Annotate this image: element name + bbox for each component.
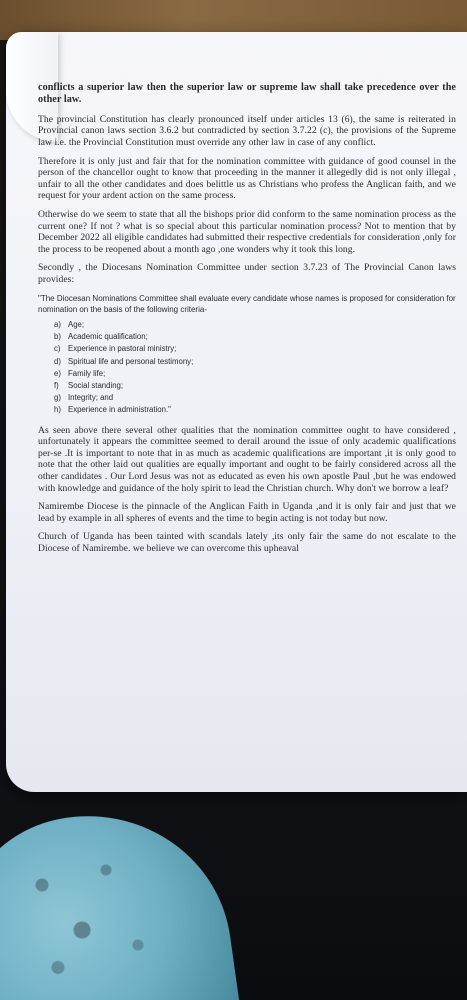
paragraph-church-of-uganda: Church of Uganda has been tainted with scandals lately ,its only fair the same do not escalate to the Diocese of Namirembe. we believe we can overcome this upheaval xyxy=(38,531,456,554)
document-body xyxy=(38,82,456,562)
paragraph-other-qualities: As seen above there several other qualities that the nomination committee ought to have considered , unfortunately it appears the committee seemed to derail around the issue of only academic qualifications per-se .It is important to note that in as much as academic qualifications are important ,it is only good to note that the other laid out qualities are equally important and ought to be fairly considered across all the other candidates . Our Lord Jesus was not as educated as even his own apostle Paul ,but he was endowed with knowledge and guidance of the holy spirit to lead the Christian church. Why don't we borrow a leaf? xyxy=(38,424,456,494)
criteria-item: e) Family life; xyxy=(54,368,106,378)
quoted-canon-text: "The Diocesan Nominations Committee shall evaluate every candidate whose names is proposed for consideration for nomination on the basis of the following criteria- xyxy=(38,293,456,314)
paragraph-conflict-clause: conflicts a superior law then the superior law or supreme law shall take precedence over the other law. xyxy=(38,82,456,106)
criteria-item: f) Social standing; xyxy=(54,380,124,390)
sleeve-pattern xyxy=(10,840,170,990)
criteria-list xyxy=(54,319,456,417)
paragraph-secondly: Secondly , the Diocesans Nomination Committee under section 3.7.23 of The Provincial Canon laws provides: xyxy=(38,262,456,285)
criteria-item: d) Spiritual life and personal testimony; xyxy=(54,356,194,366)
paragraph-just-and-fair: Therefore it is only just and fair that for the nomination committee with guidance of good counsel in the person of the chancellor ought to know that proceeding in the manner it allegedly did is not only illegal , unfair to all the other candidates and does belittle us as Christians who profess the Anglican faith, and we request for your ardent action on the same process. xyxy=(38,155,456,202)
paragraph-bishops-prior: Otherwise do we seem to state that all the bishops prior did conform to the same nomination process as the current one? If not ? what is so special about this particular nomination process? Not to mention that by December 2022 all eligible candidates had submitted their respective credentials for consideration ,only for the process to be reopened about a month ago ,one wonders why it took this long. xyxy=(38,208,456,255)
criteria-item: h) Experience in administration." xyxy=(54,405,171,415)
criteria-item: g) Integrity; and xyxy=(54,393,114,403)
paragraph-provincial-constitution: The provincial Constitution has clearly pronounced itself under articles 13 (6), the same is reiterated in Provincial canon laws section 3.6.2 but contradicted by section 3.7.22 (c), the provisions of the Supreme law i.e. the Provincial Constitution must override any other law in case of any conflict. xyxy=(38,113,456,148)
criteria-item: b) Academic qualification; xyxy=(54,332,148,342)
paragraph-namirembe: Namirembe Diocese is the pinnacle of the Anglican Faith in Uganda ,and it is only fair and just that we lead by example in all spheres of events and the time to begin acting is not today but now. xyxy=(38,501,456,524)
criteria-item: c) Experience in pastoral ministry; xyxy=(54,344,177,354)
criteria-item: a) Age; xyxy=(54,319,85,329)
